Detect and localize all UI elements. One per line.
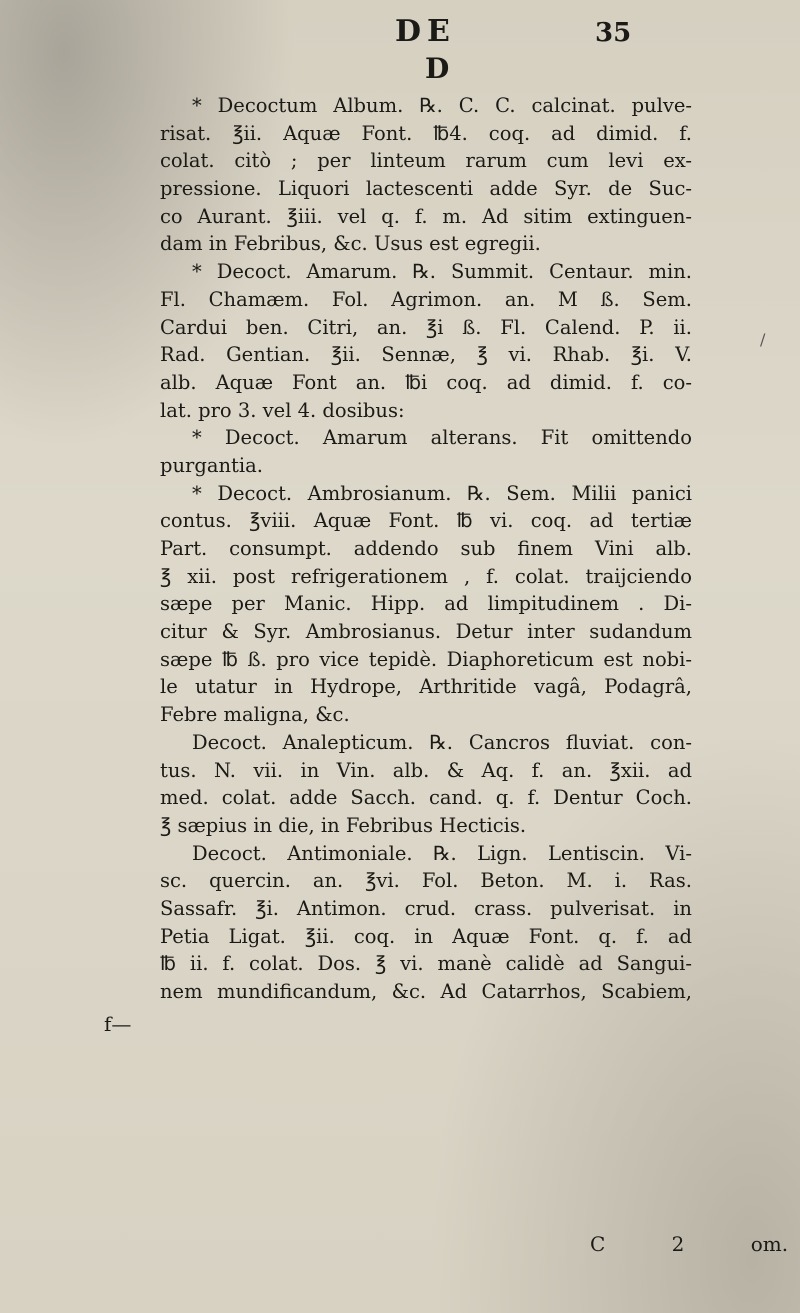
running-head — [380, 14, 720, 54]
text-line: * Decoct. Ambrosianum. ℞. Sem. Milii panici — [192, 481, 692, 505]
text-line: ℔ ii. f. colat. Dos. ℥ vi. manè calidè ad Sangui- — [160, 952, 692, 976]
margin-tick: / — [760, 330, 766, 349]
text-line: ℥ sæpius in die, in Febribus Hecticis. — [160, 813, 527, 837]
text-line: colat. citò ; per linteum rarum cum levi ex- — [160, 149, 692, 173]
text-line: Petia Ligat. ℥ii. coq. in Aquæ Font. q. f. ad — [160, 924, 692, 948]
text-line: lat. pro 3. vel 4. dosibus: — [160, 398, 405, 422]
section-letter: D — [425, 52, 450, 85]
text-line: Decoct. Antimoniale. ℞. Lign. Lentiscin. Vi- — [192, 841, 692, 865]
page-number: 35 — [595, 18, 632, 48]
margin-note: f— — [104, 1012, 132, 1036]
text-line: med. colat. adde Sacch. cand. q. f. Dentur Coch. — [160, 786, 692, 810]
text-line: sæpe ℔ ß. pro vice tepidè. Diaphoreticum est nobi- — [160, 647, 692, 671]
text-line: pressione. Liquori lactescenti adde Syr. de Suc- — [160, 177, 692, 201]
text-line: le utatur in Hydrope, Arthritide vagâ, Podagrâ, — [160, 675, 692, 699]
catchwords — [590, 1232, 788, 1256]
text-line: contus. ℥viii. Aquæ Font. ℔ vi. coq. ad tertiæ — [160, 509, 692, 533]
text-line: sc. quercin. an. ℥vi. Fol. Beton. M. i. Ras. — [160, 869, 692, 893]
text-line: Fl. Chamæm. Fol. Agrimon. an. M ß. Sem. — [160, 287, 692, 311]
text-line: * Decoct. Amarum alterans. Fit omittendo — [192, 426, 692, 450]
catchword: om. — [750, 1232, 789, 1256]
body-text — [160, 92, 692, 1006]
text-line: co Aurant. ℥iii. vel q. f. m. Ad sitim extinguen- — [160, 204, 692, 228]
text-line: risat. ℥ii. Aquæ Font. ℔4. coq. ad dimid. f. — [160, 121, 692, 145]
text-line: Decoct. Analepticum. ℞. Cancros fluviat. con- — [192, 730, 692, 754]
signature-mark: C 2 — [590, 1232, 685, 1256]
text-line: ℥ xii. post refrigerationem , f. colat. traijciendo — [160, 564, 692, 588]
text-line: purgantia. — [160, 453, 263, 477]
text-line: nem mundificandum, &c. Ad Catarrhos, Scabiem, — [160, 980, 692, 1003]
text-line: Cardui ben. Citri, an. ℥i ß. Fl. Calend. P. ii. — [160, 315, 692, 339]
text-line: Sassafr. ℥i. Antimon. crud. crass. pulverisat. in — [160, 896, 692, 920]
text-line: Rad. Gentian. ℥ii. Sennæ, ℥ vi. Rhab. ℥i. V. — [160, 343, 692, 367]
text-line: * Decoctum Album. ℞. C. C. calcinat. pulve- — [192, 94, 692, 117]
running-title: DE — [395, 14, 456, 49]
text-line: citur & Syr. Ambrosianus. Detur inter sudandum — [160, 620, 692, 644]
text-line: dam in Febribus, &c. Usus est egregii. — [160, 232, 541, 256]
text-line: * Decoct. Amarum. ℞. Summit. Centaur. min. — [192, 260, 692, 284]
text-line: sæpe per Manic. Hipp. ad limpitudinem . Di- — [160, 592, 692, 616]
text-line: Part. consumpt. addendo sub finem Vini alb. — [160, 537, 692, 560]
text-line: alb. Aquæ Font an. ℔i coq. ad dimid. f. co- — [160, 370, 692, 394]
text-line: Febre maligna, &c. — [160, 703, 350, 727]
text-line: tus. N. vii. in Vin. alb. & Aq. f. an. ℥xii. ad — [160, 758, 692, 782]
